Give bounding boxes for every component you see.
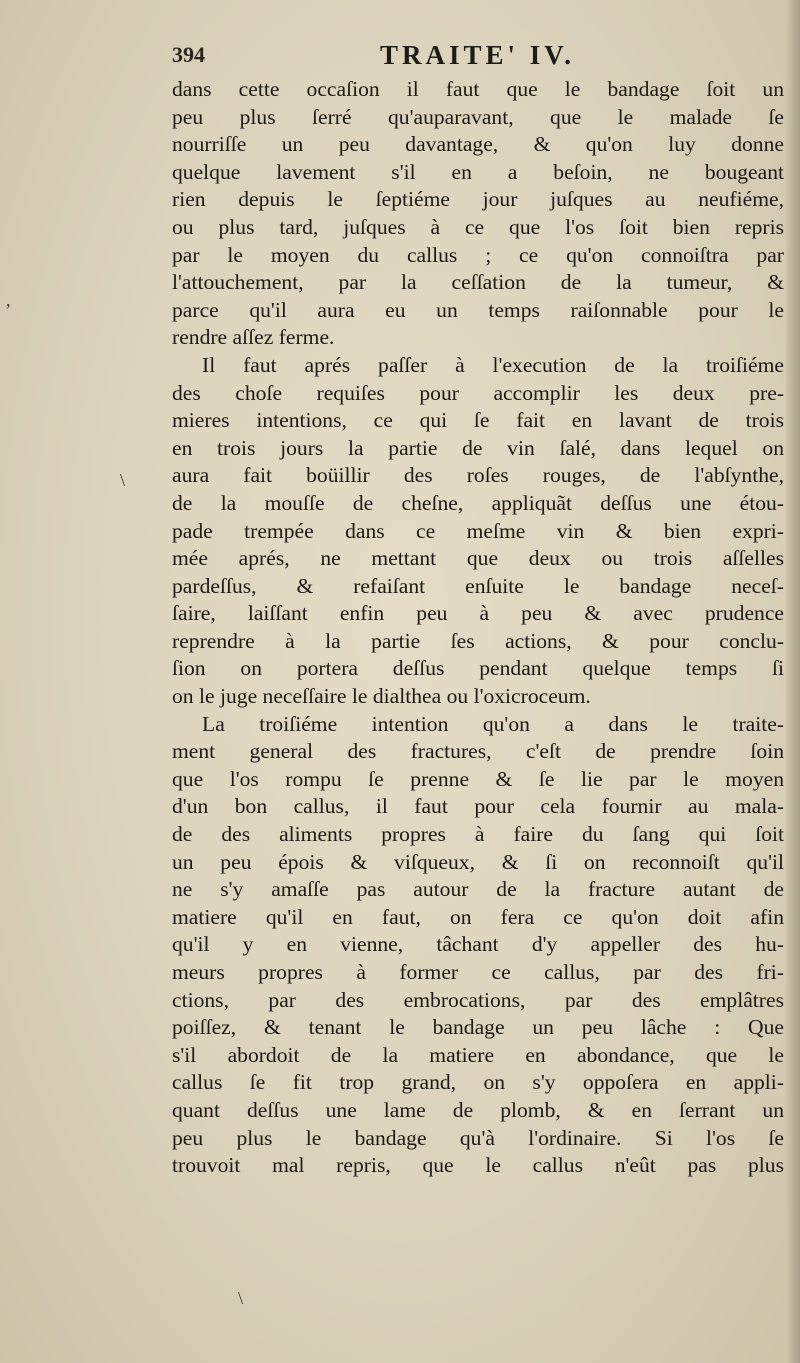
- text-line: un peu épois & viſqueux, & ſi on reconnoiſt qu'il: [172, 849, 784, 874]
- text-line: s'il abordoit de la matiere en abondance, que le: [172, 1042, 784, 1067]
- paragraph: [172, 76, 784, 352]
- page-header: [170, 40, 790, 80]
- text-line: mieres intentions, ce qui ſe fait en lavant de trois: [172, 408, 784, 433]
- text-line: nourriſſe un peu davantage, & qu'on luy donne: [172, 132, 784, 157]
- text-line: que l'os rompu ſe prenne & ſe lie par le moyen: [172, 766, 784, 791]
- text-line: trouvoit mal repris, que le callus n'eût pas plus: [172, 1153, 784, 1178]
- running-title: TRAITE' IV.: [380, 40, 576, 70]
- text-line: quant deſſus une lame de plomb, & en ſerrant un: [172, 1097, 784, 1122]
- text-line: rien depuis le ſeptiéme jour juſques au neufiéme,: [172, 187, 784, 212]
- text-line: callus ſe fit trop grand, on s'y oppoſera en appli-: [172, 1070, 784, 1095]
- text-line: par le moyen du callus ; ce qu'on connoiſtra par: [172, 242, 784, 267]
- body-text: [172, 76, 784, 1180]
- text-line: aura fait boüillir des roſes rouges, de l'abſynthe,: [172, 463, 784, 488]
- text-line: pardeſſus, & refaiſant enſuite le bandage neceſ-: [172, 573, 784, 598]
- text-line: matiere qu'il en faut, on fera ce qu'on doit afin: [172, 904, 784, 929]
- text-line: ne s'y amaſſe pas autour de la fracture autant de: [172, 877, 784, 902]
- text-line: reprendre à la partie ſes actions, & pour conclu-: [172, 628, 784, 653]
- text-line: parce qu'il aura eu un temps raiſonnable pour le: [172, 297, 784, 322]
- text-line: ſion on portera deſſus pendant quelque temps ſi: [172, 656, 784, 681]
- text-line: dans cette occaſion il faut que le bandage ſoit un: [172, 77, 784, 101]
- margin-tick-mark: ,: [6, 290, 11, 310]
- margin-tick-mark: \: [238, 1288, 244, 1308]
- text-line: meurs propres à former ce callus, par des fri-: [172, 960, 784, 984]
- text-line: on le juge neceſſaire le dialthea ou l'oxicroceum.: [172, 684, 591, 709]
- text-line: ment general des fractures, c'eſt de prendre ſoin: [172, 739, 784, 764]
- text-line: mée aprés, ne mettant que deux ou trois aſſelles: [172, 546, 784, 571]
- text-line: quelque lavement s'il en a beſoin, ne bougeant: [172, 159, 784, 184]
- text-line: de des aliments propres à faire du ſang qui ſoit: [172, 822, 784, 847]
- page-edge-shadow: [786, 0, 800, 1363]
- text-line: peu plus ſerré qu'auparavant, que le malade ſe: [172, 104, 784, 129]
- text-line: des choſe requiſes pour accomplir les deux pre-: [172, 380, 784, 405]
- text-line: qu'il y en vienne, tâchant d'y appeller des hu-: [172, 932, 784, 957]
- text-line: ctions, par des embrocations, par des emplâtres: [172, 987, 784, 1012]
- text-line: rendre aſſez ferme.: [172, 325, 335, 350]
- text-line: en trois jours la partie de vin ſalé, dans lequel on: [172, 435, 784, 460]
- paragraph: [172, 711, 784, 1180]
- text-line: peu plus le bandage qu'à l'ordinaire. Si l'os ſe: [172, 1125, 784, 1150]
- text-line: poiſſez, & tenant le bandage un peu lâche : Que: [172, 1015, 784, 1040]
- text-line: Il faut aprés paſſer à l'execution de la troiſiéme: [202, 352, 784, 377]
- text-line: de la mouſſe de cheſne, appliquãt deſſus une étou-: [172, 490, 784, 515]
- text-line: l'attouchement, par la ceſſation de la tumeur, &: [172, 270, 784, 295]
- text-line: ou plus tard, juſques à ce que l'os ſoit bien repris: [172, 214, 784, 239]
- text-line: ſaire, laiſſant enfin peu à peu & avec prudence: [172, 601, 784, 626]
- text-line: La troiſiéme intention qu'on a dans le traite-: [202, 711, 784, 736]
- text-line: d'un bon callus, il faut pour cela fournir au mala-: [172, 794, 784, 819]
- paragraph: [172, 352, 784, 711]
- page-number: 394: [172, 42, 205, 67]
- text-line: pade trempée dans ce meſme vin & bien expri-: [172, 518, 784, 543]
- margin-tick-mark: \: [120, 470, 126, 490]
